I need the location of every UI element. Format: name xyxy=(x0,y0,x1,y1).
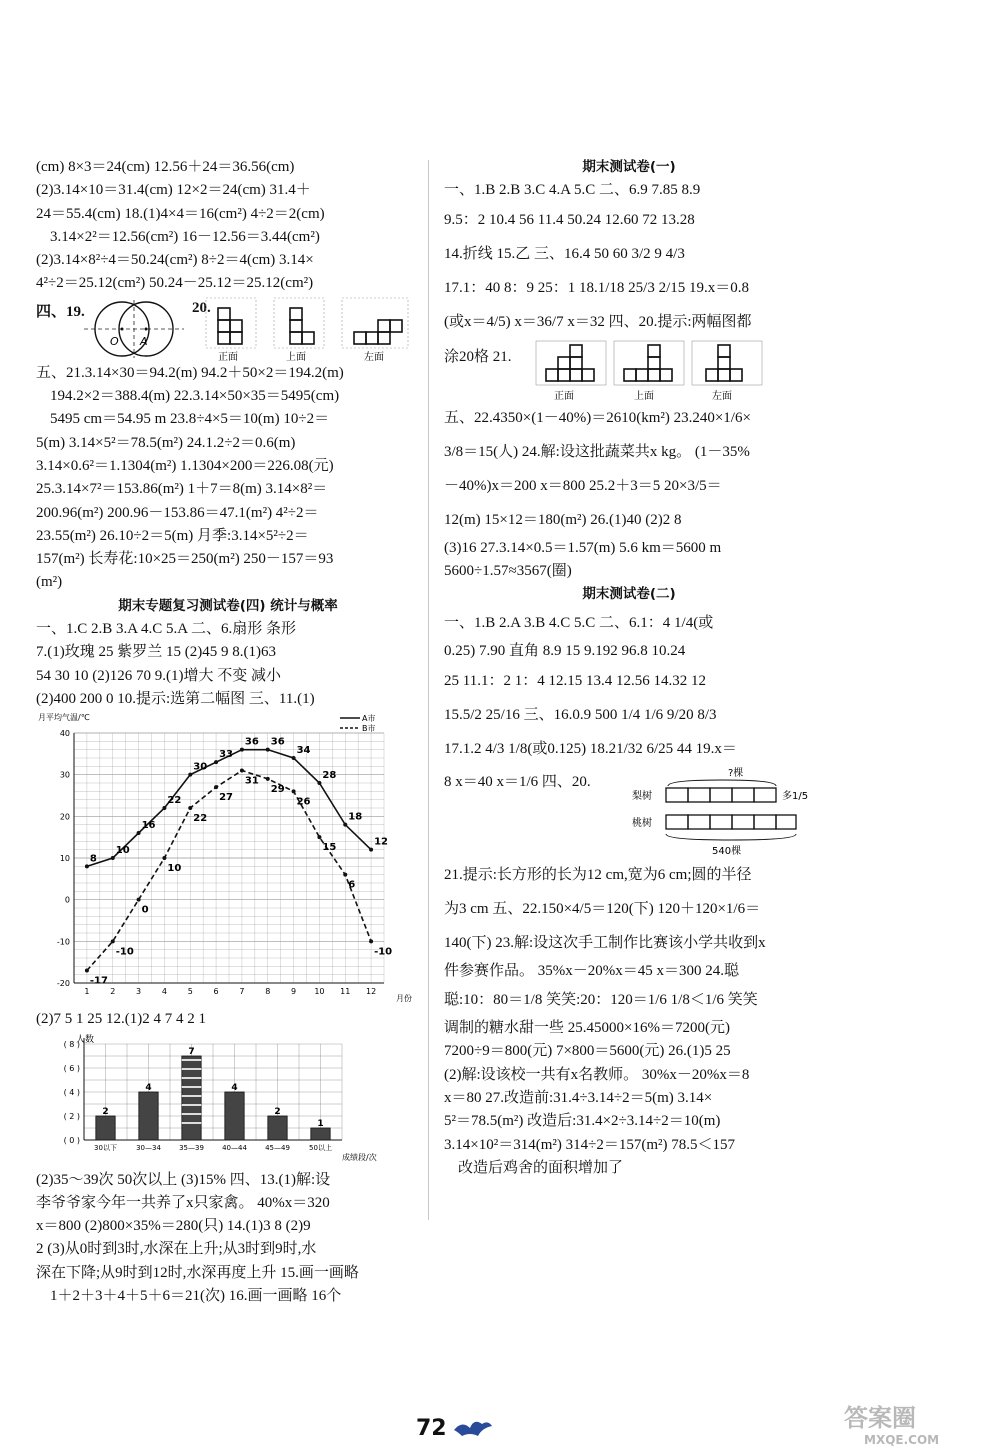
answer-line: 157(m²) 长寿花:10×25＝250(m²) 250－157＝93 xyxy=(36,551,334,568)
answer-line: 5495 cm＝54.95 m 23.8÷4×5＝10(m) 10÷2＝ xyxy=(50,411,330,428)
data-point xyxy=(85,969,89,973)
data-label: 26 xyxy=(296,796,311,808)
answer-line: 2 (3)从0时到3时,水深在上升;从3时到9时,水 xyxy=(36,1241,317,1258)
q21-row xyxy=(444,339,814,401)
data-label: 31 xyxy=(244,775,259,787)
data-point xyxy=(240,769,244,773)
score-bar-chart xyxy=(36,1032,420,1164)
top-view-label: 上面 xyxy=(286,351,306,362)
q21-lead: 涂20格 21. xyxy=(444,348,512,365)
answer-line: (2)35～39次 50次以上 (3)15% 四、13.(1)解:设 xyxy=(36,1171,331,1188)
answer-line: 一、1.B 2.A 3.B 4.C 5.C 二、6.1：4 1/4(或 xyxy=(444,615,714,632)
answer-line: (2)400 200 0 10.提示:选第二幅图 三、11.(1) xyxy=(36,690,315,707)
data-point xyxy=(111,856,115,860)
data-point xyxy=(369,848,373,852)
data-label: 16 xyxy=(141,820,156,832)
answer-line: (2)3.14×10＝31.4(cm) 12×2＝24(cm) 31.4＋ xyxy=(36,182,311,199)
answer-line: 0.25) 7.90 直角 8.9 15 9.192 96.8 10.24 xyxy=(444,643,686,660)
data-label: 28 xyxy=(322,770,337,782)
answer-line: 4²÷2＝25.12(cm²) 50.24－25.12＝25.12(cm²) xyxy=(36,275,314,292)
section-title: 期末专题复习测试卷(四) 统计与概率 xyxy=(118,597,338,614)
answer-line: (2)解:设该校一共有x名教师。 30%x－20%x＝8 xyxy=(444,1066,750,1083)
q20-label: 20. xyxy=(192,299,211,316)
legend-b-label: B市 xyxy=(362,724,376,734)
answer-line: 3.14×2²＝12.56(cm²) 16－12.56＝3.44(cm²) xyxy=(50,228,320,245)
y-tick-label: 40 xyxy=(59,729,70,739)
x-tick-label: 50以上 xyxy=(309,1143,332,1152)
data-label: -17 xyxy=(89,975,108,987)
data-label: 36 xyxy=(270,736,285,748)
q19-label: 四、19. xyxy=(36,303,85,320)
answer-line: 5²＝78.5(m²) 改造后:31.4×2÷3.14÷2＝10(m) xyxy=(444,1113,721,1130)
answer-line: 李爷爷家今年一共养了x只家禽。 40%x＝320 xyxy=(36,1194,330,1211)
answer-line: 7.(1)玫瑰 25 紫罗兰 15 (2)45 9 8.(1)63 xyxy=(36,644,276,661)
data-point xyxy=(85,865,89,869)
answer-line: (2)7 5 1 25 12.(1)2 4 7 4 2 1 xyxy=(36,1011,206,1028)
answer-line: 五、21.3.14×30＝94.2(m) 94.2＋50×2＝194.2(m) xyxy=(36,364,344,381)
left-view-label: 左面 xyxy=(364,351,384,362)
answer-line: 15.5/2 25/16 三、16.0.9 500 1/4 1/6 9/20 8/3 xyxy=(444,706,717,723)
two-circles-figure xyxy=(84,298,184,360)
answer-line: (cm) 8×3＝24(cm) 12.56＋24＝36.56(cm) xyxy=(36,159,295,175)
y-tick-label: ( 6 ) xyxy=(63,1063,80,1073)
bar-value-label: 1 xyxy=(317,1118,324,1129)
x-tick-label: 30—34 xyxy=(136,1143,161,1152)
q21-left-label: 左面 xyxy=(712,390,732,401)
answer-line: 25.3.14×7²＝153.86(m²) 1＋7＝8(m) 3.14×8²＝ xyxy=(36,481,328,498)
x-tick-label: 7 xyxy=(239,987,245,997)
x-tick-label: 2 xyxy=(110,987,116,997)
answer-line: 一、1.B 2.B 3.C 4.A 5.C 二、6.9 7.85 8.9 xyxy=(444,182,701,199)
x-tick-label: 35—39 xyxy=(179,1143,204,1152)
x-tick-label: 6 xyxy=(213,987,219,997)
front-view-label: 正面 xyxy=(218,351,238,362)
bar-chart-xlabel: 成绩段/次 xyxy=(342,1152,377,1162)
bar-chart-ylabel: 人数 xyxy=(76,1034,95,1045)
right-column xyxy=(444,156,814,1180)
q20-segment-row xyxy=(444,766,814,858)
data-point xyxy=(188,806,192,810)
answer-line: x＝800 (2)800×35%＝280(只) 14.(1)3 8 (2)9 xyxy=(36,1218,311,1235)
seg-row1-label: 梨树 xyxy=(632,790,652,802)
q21-top-label: 上面 xyxy=(634,390,654,401)
q21-views-figure xyxy=(534,339,774,401)
data-label: 30 xyxy=(193,761,208,773)
answer-line: 改造后鸡舍的面积增加了 xyxy=(458,1159,624,1176)
answer-line: 3/8＝15(人) 24.解:设这批蔬菜共x kg。 (1－35% xyxy=(444,443,750,460)
data-point xyxy=(162,806,166,810)
three-views-figure xyxy=(204,296,414,362)
data-point xyxy=(369,940,373,944)
answer-line: －40%)x＝200 x＝800 25.2＋3＝5 20×3/5＝ xyxy=(444,477,722,494)
seg-extra-label: 多1/5 xyxy=(782,790,809,802)
section-title: 期末测试卷(二) xyxy=(582,586,676,603)
answer-line: 17.1.2 4/3 1/8(或0.125) 18.21/32 6/25 44 19.x＝ xyxy=(444,740,737,757)
data-point xyxy=(137,898,141,902)
data-label: 18 xyxy=(348,811,363,823)
watermark-logo xyxy=(838,1400,988,1448)
data-point xyxy=(188,773,192,777)
answer-line: 3.14×10²＝314(m²) 314÷2＝157(m²) 78.5＜157 xyxy=(444,1136,735,1153)
point-o-label: O xyxy=(110,334,119,348)
seg-top-label: ?棵 xyxy=(728,767,744,779)
answer-line: (2)3.14×8²÷4＝50.24(cm²) 8÷2＝4(cm) 3.14× xyxy=(36,252,314,269)
bird-ornament-icon xyxy=(452,1414,494,1440)
y-tick-label: 20 xyxy=(59,812,70,822)
answer-line: 7200÷9＝800(元) 7×800＝5600(元) 26.(1)5 25 xyxy=(444,1043,731,1060)
q19-q20-figures xyxy=(36,296,420,362)
data-label: 10 xyxy=(167,863,182,875)
data-label: 22 xyxy=(167,795,182,807)
point-a-label: A xyxy=(140,334,148,348)
data-label: 12 xyxy=(374,836,389,848)
data-label: 27 xyxy=(219,792,234,804)
answer-line: 3.14×0.6²＝1.1304(m²) 1.1304×200＝226.08(元) xyxy=(36,457,334,474)
y-tick-label: ( 4 ) xyxy=(63,1087,80,1097)
bar xyxy=(268,1116,287,1140)
segment-diagram xyxy=(632,766,812,858)
data-point xyxy=(162,856,166,860)
watermark-line1: 答案圈 xyxy=(844,1404,916,1432)
x-tick-label: 30以下 xyxy=(94,1143,117,1152)
answer-line: 200.96(m²) 200.96－153.86＝47.1(m²) 4²÷2＝ xyxy=(36,504,319,521)
y-tick-label: 0 xyxy=(64,895,70,905)
data-point xyxy=(317,835,321,839)
y-tick-label: -20 xyxy=(56,979,70,989)
watermark-line2: MXQE.COM xyxy=(864,1433,940,1447)
seg-bottom-label: 540棵 xyxy=(712,845,742,857)
y-tick-label: 10 xyxy=(59,854,70,864)
x-tick-label: 1 xyxy=(84,987,90,997)
data-point xyxy=(137,831,141,835)
data-point xyxy=(266,748,270,752)
answer-line: 194.2×2＝388.4(m) 22.3.14×50×35＝5495(cm) xyxy=(50,388,340,405)
data-label: 22 xyxy=(193,813,208,825)
page-number: 72 xyxy=(416,1416,447,1441)
data-point xyxy=(111,940,115,944)
left-column xyxy=(36,156,420,1308)
data-point xyxy=(266,777,270,781)
data-label: 6 xyxy=(348,879,356,891)
data-point xyxy=(343,823,347,827)
answer-line: 9.5：2 10.4 56 11.4 50.24 12.60 72 13.28 xyxy=(444,211,695,228)
x-tick-label: 4 xyxy=(161,987,167,997)
bar-value-label: 4 xyxy=(145,1082,152,1093)
seg-row2-label: 桃树 xyxy=(632,817,652,829)
bar-value-label: 4 xyxy=(231,1082,238,1093)
data-point xyxy=(292,790,296,794)
line-chart-ylabel: 月平均气温/℃ xyxy=(38,713,90,723)
column-divider xyxy=(428,160,429,1220)
y-tick-label: 30 xyxy=(59,770,70,780)
x-tick-label: 3 xyxy=(136,987,142,997)
answer-line: 5(m) 3.14×5²＝78.5(m²) 24.1.2÷2＝0.6(m) xyxy=(36,434,296,451)
q21-front-label: 正面 xyxy=(554,390,574,401)
temperature-line-chart xyxy=(36,711,420,1003)
x-tick-label: 8 xyxy=(265,987,271,997)
bar xyxy=(96,1116,115,1140)
data-label: 33 xyxy=(219,749,234,761)
answer-line: (3)16 27.3.14×0.5＝1.57(m) 5.6 km＝5600 m xyxy=(444,539,722,556)
answer-line: 调制的糖水甜一些 25.45000×16%＝7200(元) xyxy=(444,1020,730,1037)
y-tick-label: ( 0 ) xyxy=(63,1135,80,1145)
y-tick-label: ( 2 ) xyxy=(63,1111,80,1121)
x-tick-label: 45—49 xyxy=(265,1143,290,1152)
answer-line: x＝80 27.改造前:31.4÷3.14÷2＝5(m) 3.14× xyxy=(444,1089,713,1106)
data-label: -10 xyxy=(374,946,393,958)
bar xyxy=(225,1092,244,1140)
answer-line: 24＝55.4(cm) 18.(1)4×4＝16(cm²) 4÷2＝2(cm) xyxy=(36,205,325,222)
x-tick-label: 10 xyxy=(314,987,325,997)
answer-line: 14.折线 15.乙 三、16.4 50 60 3/2 9 4/3 xyxy=(444,245,685,262)
data-label: 10 xyxy=(115,845,130,857)
answer-line: 件参赛作品。 35%x－20%x＝45 x＝300 24.聪 xyxy=(444,962,739,979)
data-label: -10 xyxy=(115,946,134,958)
bar-value-label: 2 xyxy=(274,1106,281,1117)
answer-line: 54 30 10 (2)126 70 9.(1)增大 不变 减小 xyxy=(36,667,281,684)
data-point xyxy=(214,760,218,764)
data-label: 8 xyxy=(89,853,97,865)
bar-value-label: 7 xyxy=(188,1046,195,1057)
bar-value-label: 2 xyxy=(102,1106,109,1117)
answer-line: 聪:10：80＝1/8 笑笑:20：120＝1/6 1/8＜1/6 笑笑 xyxy=(444,992,758,1009)
bar xyxy=(311,1128,330,1140)
x-tick-label: 5 xyxy=(187,987,193,997)
section-title: 期末测试卷(一) xyxy=(582,159,676,175)
x-tick-label: 9 xyxy=(291,987,297,997)
data-label: 15 xyxy=(322,842,337,854)
answer-line: 深在下降;从9时到12时,水深再度上升 15.画一画略 xyxy=(36,1264,359,1281)
data-point xyxy=(214,785,218,789)
data-point xyxy=(343,873,347,877)
answer-line: 1＋2＋3＋4＋5＋6＝21(次) 16.画一画略 16个 xyxy=(50,1288,342,1305)
bar xyxy=(139,1092,158,1140)
data-label: 34 xyxy=(296,745,311,757)
answer-line: 5600÷1.57≈3567(圈) xyxy=(444,562,572,579)
answer-line: 五、22.4350×(1－40%)＝2610(km²) 23.240×1/6× xyxy=(444,409,751,426)
answer-line: 21.提示:长方形的长为12 cm,宽为6 cm;圆的半径 xyxy=(444,866,752,883)
x-tick-label: 11 xyxy=(340,987,351,997)
data-label: 0 xyxy=(141,904,149,916)
data-label: 29 xyxy=(270,784,285,796)
y-tick-label: -10 xyxy=(56,937,70,947)
answer-line: 17.1：40 8：9 25：1 18.1/18 25/3 2/15 19.x＝0.8 xyxy=(444,279,750,296)
data-point xyxy=(292,756,296,760)
answer-line: (m²) xyxy=(36,574,63,591)
answer-line: 140(下) 23.解:设这次手工制作比赛该小学共收到x xyxy=(444,934,766,951)
legend-a-label: A市 xyxy=(362,714,376,724)
answer-line: 为3 cm 五、22.150×4/5＝120(下) 120＋120×1/6＝ xyxy=(444,900,761,917)
data-point xyxy=(240,748,244,752)
x-tick-label: 40—44 xyxy=(222,1143,247,1152)
answer-line: 23.55(m²) 26.10÷2＝5(m) 月季:3.14×5²÷2＝ xyxy=(36,527,309,544)
line-chart-xlabel: 月份 xyxy=(396,994,412,1004)
answer-line: 12(m) 15×12＝180(m²) 26.(1)40 (2)2 8 xyxy=(444,511,682,528)
x-tick-label: 12 xyxy=(365,987,377,997)
data-point xyxy=(317,781,321,785)
answer-line: 一、1.C 2.B 3.A 4.C 5.A 二、6.扇形 条形 xyxy=(36,621,297,638)
answer-line: 25 11.1：2 1：4 12.15 13.4 12.56 14.32 12 xyxy=(444,672,706,689)
answer-line: (或x＝4/5) x＝36/7 x＝32 四、20.提示:两幅图都 xyxy=(444,313,752,330)
y-tick-label: ( 8 ) xyxy=(63,1039,80,1049)
data-label: 36 xyxy=(244,736,259,748)
q20-lead: 8 x＝40 x＝1/6 四、20. xyxy=(444,773,591,790)
